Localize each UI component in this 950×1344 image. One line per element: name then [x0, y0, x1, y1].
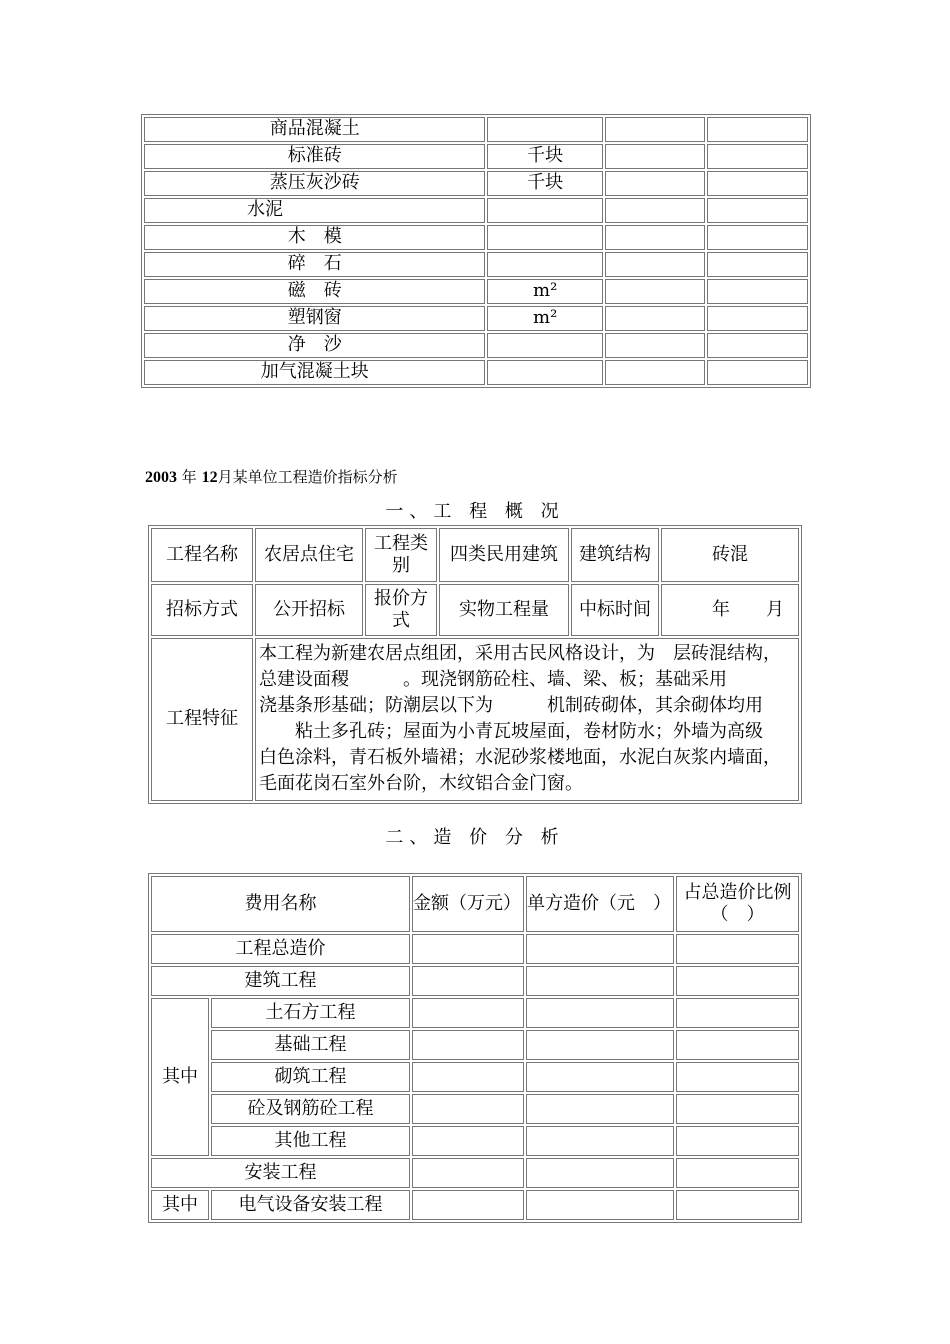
row-item-label: 其他工程 — [211, 1126, 410, 1156]
materials-table — [141, 114, 811, 388]
empty-cell — [605, 279, 705, 304]
material-unit: m² — [487, 306, 602, 331]
material-name: 碎 石 — [144, 252, 485, 277]
table-row — [151, 638, 799, 801]
material-unit: m² — [487, 279, 602, 304]
table-row — [144, 306, 808, 331]
table-row — [151, 1030, 799, 1060]
header-unit-cost: 单方造价（元 ） — [526, 876, 674, 932]
material-name: 加气混凝土块 — [144, 360, 485, 385]
empty-cell — [707, 333, 808, 358]
value-bid-method: 公开招标 — [255, 584, 363, 636]
empty-cell — [412, 1094, 524, 1124]
material-name: 木 模 — [144, 225, 485, 250]
overview-table — [148, 525, 802, 804]
material-unit — [487, 198, 602, 223]
features-line: 粘土多孔砖；屋面为小青瓦坡屋面，卷材防水；外墙为高级 — [259, 721, 763, 743]
row-item-label: 电气设备安装工程 — [211, 1190, 410, 1220]
empty-cell — [676, 1190, 799, 1220]
features-line: 毛面花岗石室外台阶，木纹铝合金门窗。 — [259, 773, 583, 795]
row-item-label: 土石方工程 — [211, 998, 410, 1028]
table-row — [144, 252, 808, 277]
features-line: 总建设面稷 。现浇钢筋砼柱、墙、梁、板；基础采用 — [259, 669, 727, 691]
empty-cell — [526, 1126, 674, 1156]
empty-cell — [707, 360, 808, 385]
material-unit — [487, 252, 602, 277]
empty-cell — [412, 998, 524, 1028]
empty-cell — [526, 1094, 674, 1124]
row-item-label: 砌筑工程 — [211, 1062, 410, 1092]
title-year: 2003 — [145, 469, 177, 486]
installation-of-which-label: 其中 — [151, 1190, 209, 1220]
table-row — [151, 1126, 799, 1156]
empty-cell — [605, 306, 705, 331]
header-fee-name: 费用名称 — [151, 876, 410, 932]
title-month: 12 — [201, 469, 218, 486]
material-name: 水泥 — [144, 198, 485, 223]
table-row — [151, 528, 799, 582]
empty-cell — [605, 333, 705, 358]
table-row — [144, 198, 808, 223]
empty-cell — [605, 198, 705, 223]
table-row — [151, 1158, 799, 1188]
empty-cell — [412, 1030, 524, 1060]
section-title-cost: 二、造 价 分 析 — [385, 827, 565, 848]
features-text — [255, 638, 799, 801]
material-name: 蒸压灰沙砖 — [144, 171, 485, 196]
empty-cell — [707, 225, 808, 250]
empty-cell — [676, 1030, 799, 1060]
material-unit — [487, 117, 602, 142]
features-line: 本工程为新建农居点组团，采用古民风格设计，为 层砖混结构， — [259, 643, 781, 664]
value-award-time: 年 月 — [661, 584, 799, 636]
empty-cell — [412, 966, 524, 996]
value-project-name: 农居点住宅 — [255, 528, 363, 582]
features-line: 白色涂料，青石板外墙裙；水泥砂浆楼地面，水泥白灰浆内墙面， — [259, 747, 781, 769]
table-row — [144, 225, 808, 250]
empty-cell — [605, 360, 705, 385]
cost-table — [148, 873, 802, 1223]
title-year-suffix: 年 — [181, 468, 197, 486]
label-award-time: 中标时间 — [571, 584, 659, 636]
of-which-label: 其中 — [151, 998, 209, 1156]
empty-cell — [412, 1158, 524, 1188]
value-quote-method: 实物工程量 — [439, 584, 569, 636]
empty-cell — [676, 1062, 799, 1092]
label-structure: 建筑结构 — [571, 528, 659, 582]
features-line: 浇基条形基础；防潮层以下为 机制砖砌体，其余砌体均用 — [259, 695, 763, 717]
empty-cell — [412, 934, 524, 964]
empty-cell — [412, 1126, 524, 1156]
material-name: 塑钢窗 — [144, 306, 485, 331]
section-title-overview: 一、工 程 概 况 — [385, 501, 565, 522]
empty-cell — [707, 171, 808, 196]
material-unit — [487, 333, 602, 358]
table-row — [151, 934, 799, 964]
title-rest: 月某单位工程造价指标分析 — [217, 468, 398, 486]
header-ratio — [676, 876, 799, 932]
table-row — [144, 333, 808, 358]
empty-cell — [707, 306, 808, 331]
row-building-label: 建筑工程 — [151, 966, 410, 996]
table-row — [144, 144, 808, 169]
empty-cell — [526, 966, 674, 996]
material-name: 商品混凝土 — [144, 117, 485, 142]
empty-cell — [526, 1158, 674, 1188]
table-row — [151, 876, 799, 932]
empty-cell — [707, 144, 808, 169]
row-item-label: 砼及钢筋砼工程 — [211, 1094, 410, 1124]
empty-cell — [605, 171, 705, 196]
empty-cell — [676, 1126, 799, 1156]
empty-cell — [676, 1158, 799, 1188]
empty-cell — [412, 1062, 524, 1092]
label-project-name: 工程名称 — [151, 528, 253, 582]
table-row — [144, 171, 808, 196]
label-project-type: 工程类别 — [365, 528, 437, 582]
material-name: 净 沙 — [144, 333, 485, 358]
empty-cell — [676, 998, 799, 1028]
empty-cell — [526, 934, 674, 964]
empty-cell — [412, 1190, 524, 1220]
header-ratio-line2: （ ） — [710, 904, 765, 925]
empty-cell — [707, 252, 808, 277]
material-unit — [487, 360, 602, 385]
empty-cell — [605, 252, 705, 277]
label-quote-method: 报价方式 — [365, 584, 437, 636]
header-amount: 金额（万元） — [412, 876, 524, 932]
material-unit: 千块 — [487, 171, 602, 196]
material-unit: 千块 — [487, 144, 602, 169]
document-title — [145, 466, 398, 487]
empty-cell — [526, 1062, 674, 1092]
empty-cell — [605, 225, 705, 250]
empty-cell — [676, 1094, 799, 1124]
table-row — [151, 998, 799, 1028]
empty-cell — [676, 966, 799, 996]
row-installation-label: 安装工程 — [151, 1158, 410, 1188]
empty-cell — [605, 144, 705, 169]
material-name: 标准砖 — [144, 144, 485, 169]
empty-cell — [605, 117, 705, 142]
material-unit — [487, 225, 602, 250]
table-row — [151, 584, 799, 636]
row-total-label: 工程总造价 — [151, 934, 410, 964]
material-name: 磁 砖 — [144, 279, 485, 304]
empty-cell — [707, 279, 808, 304]
empty-cell — [676, 934, 799, 964]
empty-cell — [526, 1030, 674, 1060]
empty-cell — [526, 1190, 674, 1220]
empty-cell — [707, 117, 808, 142]
header-ratio-line1: 占总造价比例 — [683, 881, 792, 903]
table-row — [151, 1190, 799, 1220]
row-item-label: 基础工程 — [211, 1030, 410, 1060]
value-structure: 砖混 — [661, 528, 799, 582]
table-row — [144, 360, 808, 385]
table-row — [151, 966, 799, 996]
table-row — [151, 1094, 799, 1124]
table-row — [144, 117, 808, 142]
table-row — [144, 279, 808, 304]
label-bid-method: 招标方式 — [151, 584, 253, 636]
table-row — [151, 1062, 799, 1092]
value-project-type: 四类民用建筑 — [439, 528, 569, 582]
empty-cell — [707, 198, 808, 223]
label-features: 工程特征 — [151, 638, 253, 801]
empty-cell — [526, 998, 674, 1028]
